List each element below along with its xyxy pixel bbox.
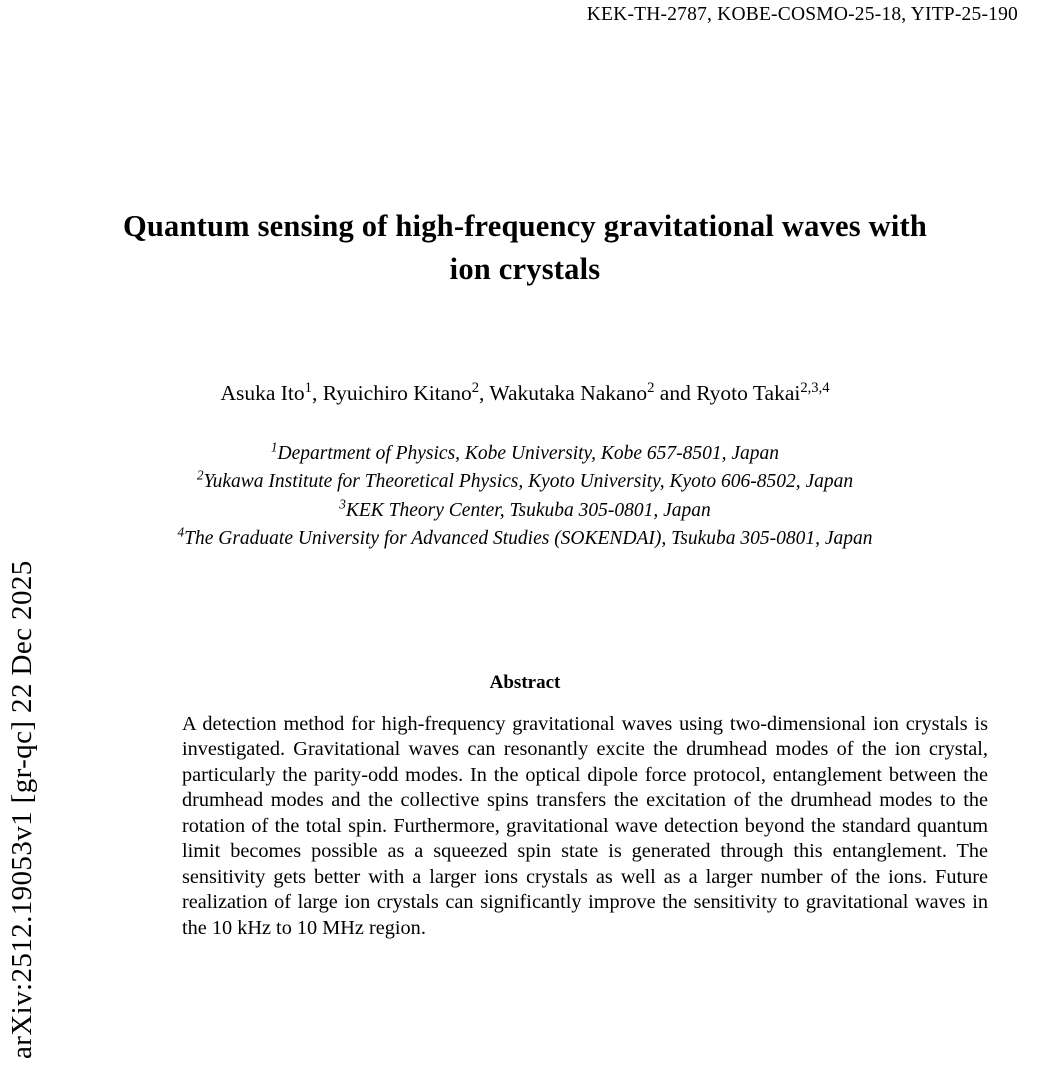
author-separator: ,	[479, 381, 490, 405]
author-list	[120, 378, 930, 408]
author-affiliation-marker: 1	[304, 379, 312, 396]
abstract-body: A detection method for high-frequency gravitational waves using two-dimensional ion crystals is investigated. Gravitational waves can resonantly excite the drumhead modes of the ion crystal, particularly the parity-odd modes. In the optical dipole force protocol, entanglement between the drumhead modes and the collective spins transfers the excitation of the drumhead modes to the rotation of the total spin. Furthermore, gravitational wave detection beyond the standard quantum limit becomes possible as a squeezed spin state is generated through this entanglement. The sensitivity gets better with a larger ions crystals as well as a larger number of the ions. Future realization of large ion crystals can significantly improve the sensitivity to gravitational waves in the 10 kHz to 10 MHz region.	[182, 713, 988, 939]
affiliation-marker: 3	[339, 496, 346, 512]
page-title: Quantum sensing of high-frequency gravitational waves with ion crystals	[122, 209, 928, 287]
arxiv-identifier-stamp: arXiv:2512.19053v1 [gr-qc] 22 Dec 2025	[5, 560, 38, 1059]
report-number: KEK-TH-2787, KOBE-COSMO-25-18, YITP-25-190	[586, 4, 1018, 25]
author-name: Ryoto Takai	[696, 381, 801, 405]
author-name: Ryuichiro Kitano	[322, 381, 472, 405]
affiliation-marker: 2	[196, 467, 204, 483]
author-separator: ,	[311, 381, 323, 405]
abstract-heading: Abstract	[489, 672, 561, 693]
affiliation-item	[20, 440, 1030, 468]
affiliation-text: KEK Theory Center, Tsukuba 305-0801, Japan	[345, 499, 711, 521]
affiliation-text: Department of Physics, Kobe University, Kobe 657-8501, Japan	[277, 443, 780, 464]
author-name: Asuka Ito	[220, 381, 305, 405]
affiliation-item	[20, 468, 1030, 496]
affiliation-text: The Graduate University for Advanced Studies (SOKENDAI), Tsukuba 305-0801, Japan	[184, 527, 873, 549]
affiliation-marker: 4	[177, 524, 185, 540]
affiliation-marker: 1	[270, 439, 278, 455]
affiliation-item	[20, 525, 1030, 553]
author-separator: and	[654, 381, 697, 405]
author-affiliation-marker: 2	[647, 379, 655, 396]
affiliation-item	[20, 497, 1030, 525]
affiliation-text: Yukawa Institute for Theoretical Physics, Kyoto University, Kyoto 606-8502, Japan	[203, 471, 854, 493]
author-name: Wakutaka Nakano	[489, 381, 648, 405]
author-affiliation-marker: 2	[471, 379, 480, 396]
author-affiliation-marker: 2,3,4	[800, 379, 830, 396]
affiliation-list	[20, 440, 1030, 553]
